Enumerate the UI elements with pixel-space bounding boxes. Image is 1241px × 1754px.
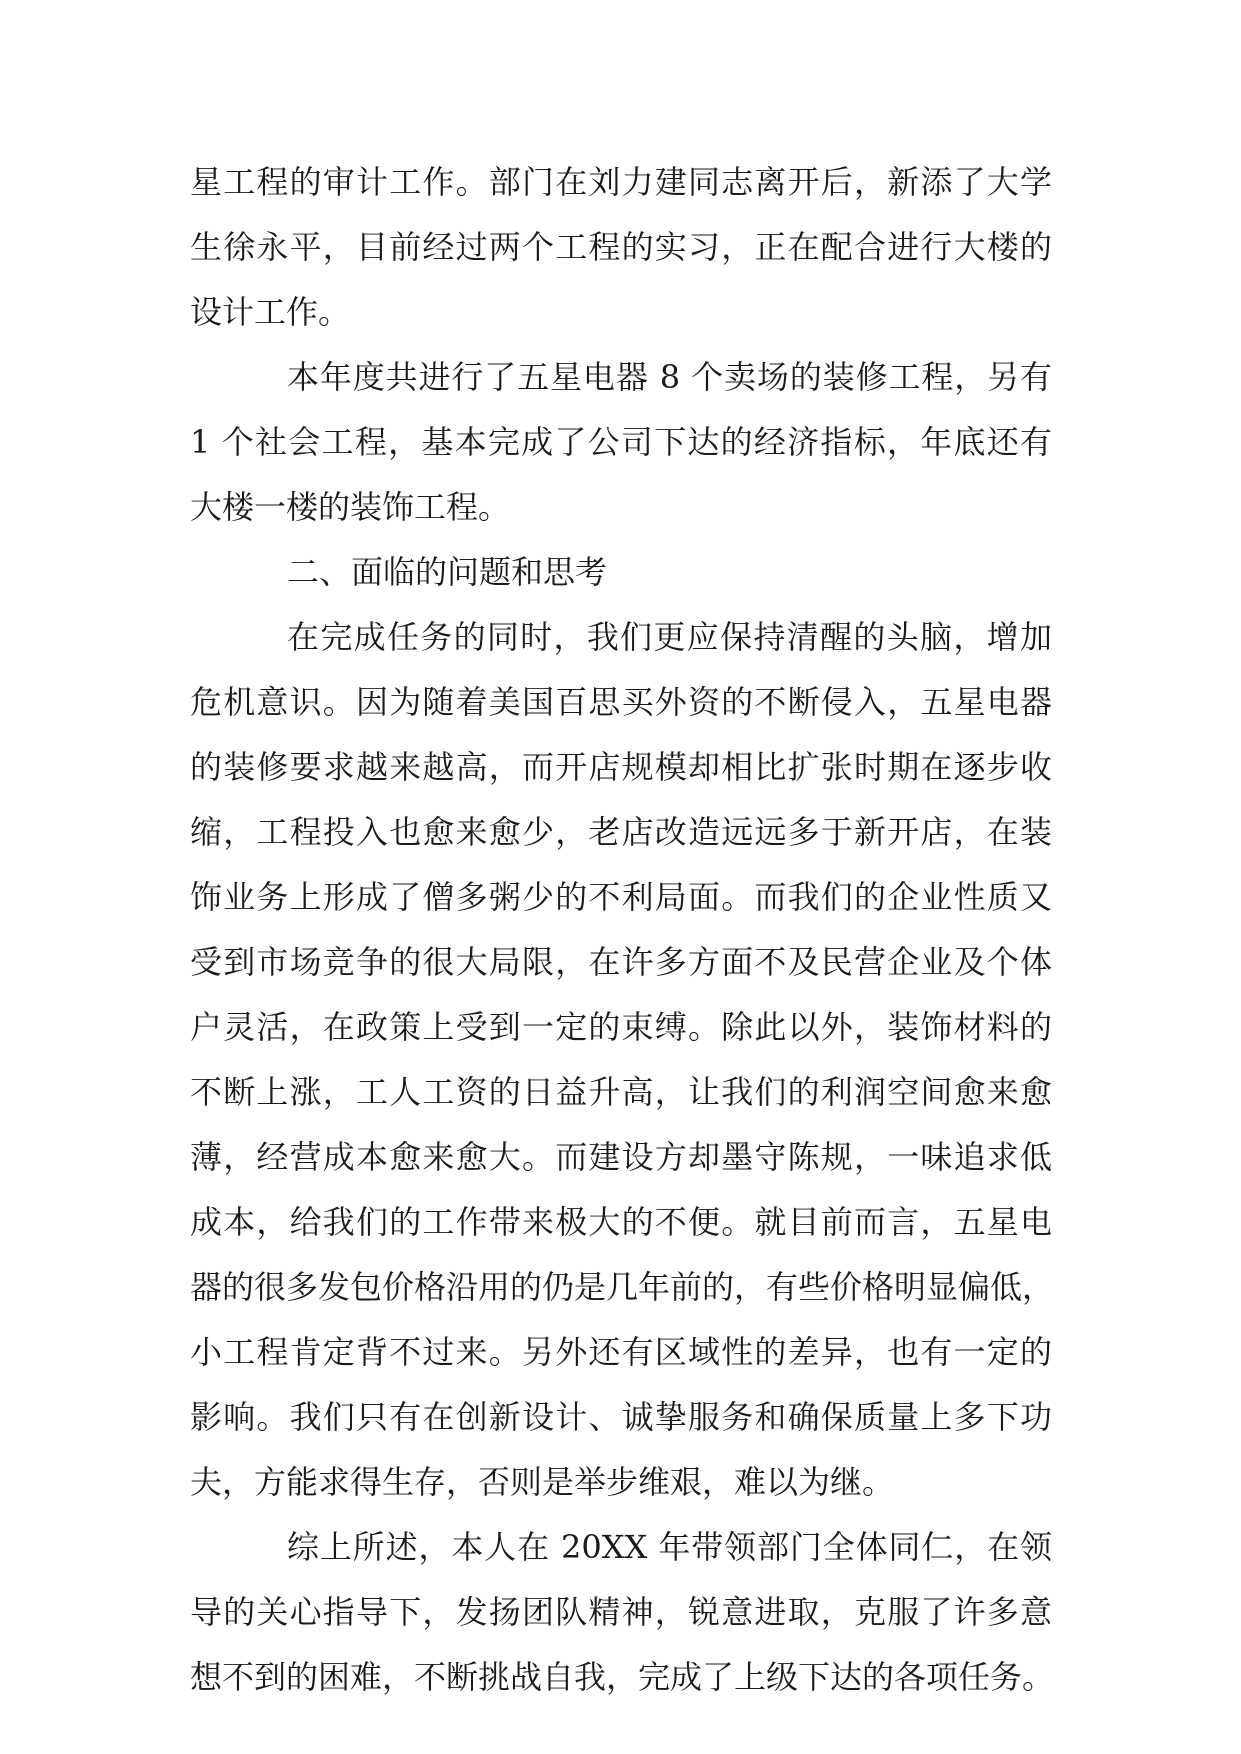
text-line: 设计工作。 <box>190 293 351 331</box>
text-line: 星工程的审计工作。部门在刘力建同志离开后，新添了大学 <box>190 163 1052 201</box>
text-line: 危机意识。因为随着美国百思买外资的不断侵入，五星电器 <box>190 683 1052 721</box>
text-line: 综上所述，本人在 20XX 年带领部门全体同仁，在领 <box>287 1528 1052 1566</box>
text-line: 想不到的困难，不断挑战自我，完成了上级下达的各项任务。 <box>190 1658 1055 1696</box>
text-line: 不断上涨，工人工资的日益升高，让我们的利润空间愈来愈 <box>190 1073 1052 1111</box>
text-line: 薄，经营成本愈来愈大。而建设方却墨守陈规，一味追求低 <box>190 1138 1052 1176</box>
text-line: 饰业务上形成了僧多粥少的不利局面。而我们的企业性质又 <box>190 878 1052 916</box>
text-line: 夫，方能求得生存，否则是举步维艰，难以为继。 <box>190 1463 895 1501</box>
text-line: 1 个社会工程，基本完成了公司下达的经济指标，年底还有 <box>190 423 1052 461</box>
text-line: 小工程肯定背不过来。另外还有区域性的差异，也有一定的 <box>190 1333 1052 1371</box>
text-line: 受到市场竞争的很大局限，在许多方面不及民营企业及个体 <box>190 943 1052 981</box>
text-line: 生徐永平，目前经过两个工程的实习，正在配合进行大楼的 <box>190 228 1052 266</box>
paragraph <box>190 345 1052 540</box>
paragraph <box>190 1515 1055 1710</box>
text-line: 缩，工程投入也愈来愈少，老店改造远远多于新开店，在装 <box>190 813 1052 851</box>
paragraph-continuation <box>190 150 1052 345</box>
text-line: 器的很多发包价格沿用的仍是几年前的，有些价格明显偏低， <box>190 1268 1055 1306</box>
paragraph <box>190 605 1055 1515</box>
text-line: 导的关心指导下，发扬团队精神，锐意进取，克服了许多意 <box>190 1593 1052 1631</box>
text-line: 在完成任务的同时，我们更应保持清醒的头脑，增加 <box>287 618 1052 656</box>
text-line: 大楼一楼的装饰工程。 <box>190 488 511 526</box>
text-line: 成本，给我们的工作带来极大的不便。就目前而言，五星电 <box>190 1203 1052 1241</box>
text-line: 影响。我们只有在创新设计、诚挚服务和确保质量上多下功 <box>190 1398 1052 1436</box>
heading-text: 二、面临的问题和思考 <box>287 553 608 591</box>
text-line: 本年度共进行了五星电器 8 个卖场的装修工程，另有 <box>287 358 1052 396</box>
text-line: 的装修要求越来越高，而开店规模却相比扩张时期在逐步收 <box>190 748 1052 786</box>
text-line: 户灵活，在政策上受到一定的束缚。除此以外，装饰材料的 <box>190 1008 1052 1046</box>
document-body <box>190 150 1055 1710</box>
section-heading <box>190 540 1052 605</box>
